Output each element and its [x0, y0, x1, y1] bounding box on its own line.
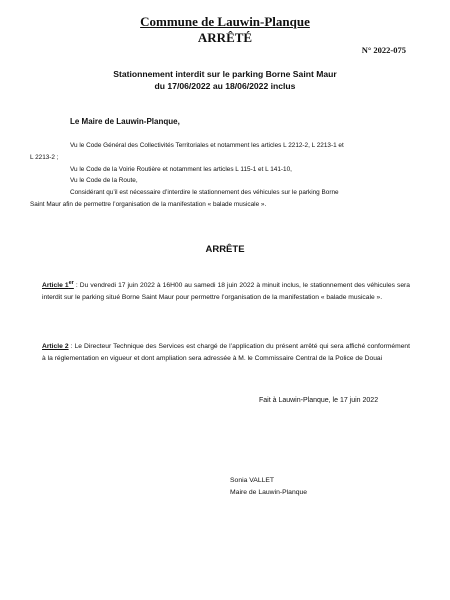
- mayor-heading: Le Maire de Lauwin-Planque,: [70, 117, 180, 126]
- commune-name: Commune de Lauwin-Planque: [140, 14, 310, 29]
- article-1-text: : Du vendredi 17 juin 2022 à 16H00 au samedi 18 juin 2022 à minuit inclus, le stationnement des véhicules sera interdit sur le parking situé Borne Saint Maur pour permettre l’organisation de la manifestation « balade musicale ».: [42, 282, 410, 301]
- signature-block: [230, 475, 307, 499]
- arrete-heading: ARRÊTE: [205, 244, 245, 255]
- place-and-date: Fait à Lauwin-Planque, le 17 juin 2022: [259, 397, 379, 404]
- article-2-text: : Le Directeur Technique des Services est chargé de l’application du présent arrêté qui sera affiché conformément à la réglementation en vigueur et dont ampliation sera adressée à M. le Commissaire Central de la Police de Douai: [42, 343, 410, 362]
- decree-number: N° 2022-075: [361, 45, 406, 55]
- visa-voirie: Vu le Code de la Voirie Routière et notamment les articles L 115-1 et L 141-10,: [70, 165, 292, 173]
- article-1-label: Article 1er: [42, 280, 74, 290]
- document-title: ARRÊTÉ: [197, 30, 253, 45]
- visa-cgct-continued: L 2213-2 ;: [30, 153, 59, 161]
- visas-block: [30, 140, 414, 211]
- visa-route: Vu le Code de la Route,: [70, 177, 138, 185]
- visa-cgct: Vu le Code Général des Collectivités Territoriales et notamment les articles L 2212-2, L 2213-1 et: [70, 142, 344, 149]
- article-2-label: Article 2: [42, 343, 69, 350]
- considerant: Considérant qu’il est nécessaire d’interdire le stationnement des véhicules sur le parking Borne: [70, 189, 339, 197]
- signatory-title: Maire de Lauwin-Planque: [230, 489, 308, 496]
- article-1: [42, 278, 410, 304]
- subject-line-1: Stationnement interdit sur le parking Borne Saint Maur: [113, 69, 337, 79]
- considerant-continued: Saint Maur afin de permettre l’organisation de la manifestation « balade musicale ».: [30, 200, 267, 208]
- signatory-name: Sonia VALLET: [230, 477, 275, 484]
- subject-line-2: du 17/06/2022 au 18/06/2022 inclus: [154, 81, 296, 91]
- article-2: [42, 341, 410, 364]
- decree-subject: [60, 68, 390, 92]
